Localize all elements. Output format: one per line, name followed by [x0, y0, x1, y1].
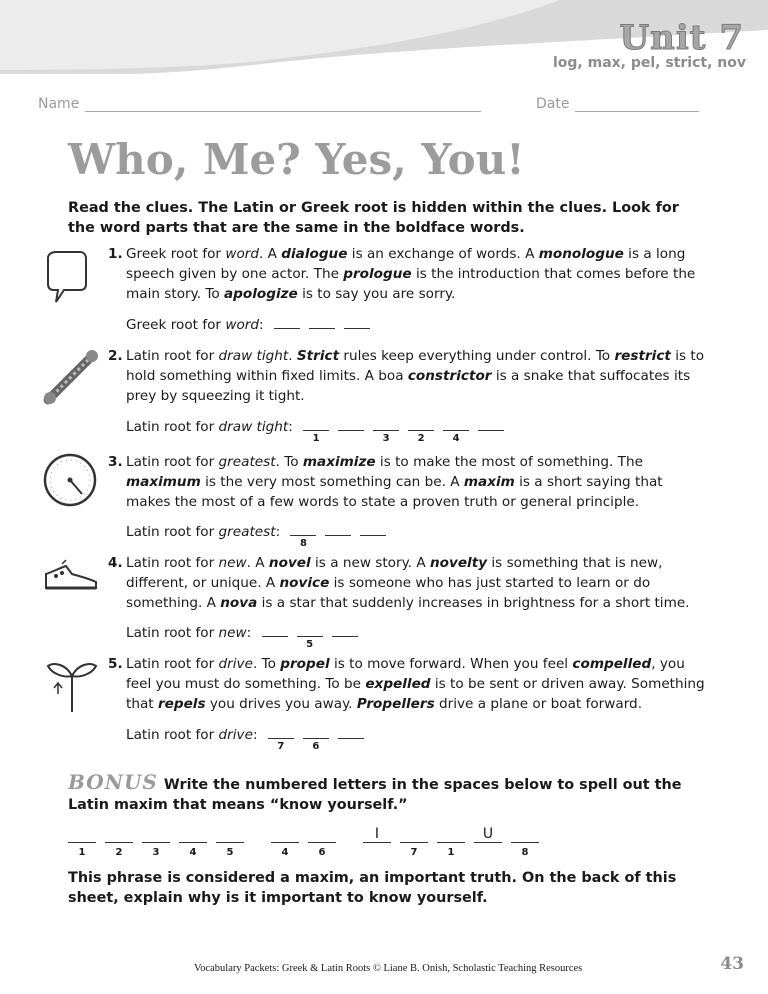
page-number: 43 [720, 954, 744, 974]
answer-blank[interactable] [325, 521, 351, 536]
name-line[interactable] [85, 97, 481, 112]
answer-blank[interactable]: 3 [373, 416, 399, 431]
clue-text: Latin root for drive. To propel is to move forward. When you feel compelled, you feel you must do something. To be expelled is to be sent or driven away. Something that repels you drives you away. Propellers drive a plane or boat forward. [126, 656, 705, 712]
bonus-number: 6 [318, 847, 326, 858]
answer-blank[interactable]: 7 [268, 724, 294, 739]
bonus-blank[interactable] [179, 826, 207, 858]
date-label: Date [536, 96, 570, 112]
footer-credit: Vocabulary Packets: Greek & Latin Roots © Liane B. Onish, Scholastic Teaching Resources [194, 963, 583, 974]
clue-3 [108, 452, 708, 512]
answer-blank[interactable]: 1 [303, 416, 329, 431]
root-answer-3: Latin root for greatest: 8 [126, 521, 395, 540]
answer-blank[interactable]: 6 [303, 724, 329, 739]
sprout-icon [42, 654, 98, 714]
bonus-blank[interactable] [105, 826, 133, 858]
answer-blank[interactable]: 8 [290, 521, 316, 536]
answer-blank[interactable] [338, 416, 364, 431]
clue-1 [108, 244, 708, 304]
clue-number: 3. [108, 454, 123, 470]
root-answer-1: Greek root for word: [126, 314, 379, 333]
bonus-blank[interactable] [474, 826, 502, 843]
bonus-label: BONUS [68, 770, 158, 794]
bonus-number: 1 [447, 847, 455, 858]
date-field[interactable] [536, 96, 699, 112]
answer-blank[interactable] [344, 314, 370, 329]
clue-number: 1. [108, 246, 123, 262]
page-title: Who, Me? Yes, You! [68, 135, 525, 184]
bonus-letter: I [374, 826, 380, 842]
date-line[interactable] [575, 97, 699, 112]
bonus-blank[interactable] [511, 826, 539, 858]
sneaker-icon [42, 556, 100, 596]
clue-4 [108, 553, 708, 613]
bonus-number: 3 [152, 847, 160, 858]
bonus-number: 5 [226, 847, 234, 858]
closing-prompt: This phrase is considered a maxim, an important truth. On the back of this sheet, explain why is it important to know yourself. [68, 870, 677, 906]
answer-blank[interactable] [478, 416, 504, 431]
answer-blank[interactable]: 5 [297, 622, 323, 637]
bonus-blank[interactable] [363, 826, 391, 843]
clue-number: 5. [108, 656, 123, 672]
bonus-number: 1 [78, 847, 86, 858]
clue-number: 2. [108, 348, 123, 364]
bonus-number: 2 [115, 847, 123, 858]
unit-title: Unit 7 [619, 18, 744, 58]
answer-blank[interactable] [332, 622, 358, 637]
bonus-number: 4 [281, 847, 289, 858]
clue-2 [108, 346, 708, 406]
root-answer-4: Latin root for new: 5 [126, 622, 367, 641]
bonus-blank[interactable] [216, 826, 244, 858]
answer-blank[interactable] [274, 314, 300, 329]
bonus-blank[interactable] [400, 826, 428, 858]
answer-blank[interactable] [360, 521, 386, 536]
bonus-blank[interactable] [68, 826, 96, 858]
bonus-text: Write the numbered letters in the spaces below to spell out the Latin maxim that means “know yourself.” [68, 777, 682, 813]
clue-text: Latin root for greatest. To maximize is to make the most of something. The maximum is the very most something can be. A maxim is a short saying that makes the most of a few words to state a proven truth or general principle. [126, 454, 663, 510]
bonus-blank[interactable] [437, 826, 465, 858]
clue-5 [108, 654, 708, 714]
answer-blank[interactable]: 4 [443, 416, 469, 431]
bonus-blank[interactable] [271, 826, 299, 858]
bonus-section [68, 772, 708, 815]
answer-blank[interactable] [262, 622, 288, 637]
answer-blank[interactable] [309, 314, 335, 329]
bonus-number: 4 [189, 847, 197, 858]
bonus-answer-row [68, 826, 708, 866]
bonus-number: 7 [410, 847, 418, 858]
bonus-letter: U [482, 826, 494, 842]
instructions: Read the clues. The Latin or Greek root is hidden within the clues. Look for the word parts that are the same in the boldface words. [68, 200, 679, 236]
bonus-number: 8 [521, 847, 529, 858]
answer-blank[interactable]: 2 [408, 416, 434, 431]
unit-roots: log, max, pel, strict, nov [552, 55, 746, 71]
bonus-blank[interactable] [142, 826, 170, 858]
bonus-blank[interactable] [308, 826, 336, 858]
speech-bubble-icon [42, 250, 90, 310]
rope-icon [42, 346, 98, 406]
root-answer-5: Latin root for drive: 7 6 [126, 724, 373, 743]
name-label: Name [38, 96, 80, 112]
clue-text: Latin root for draw tight. Strict rules keep everything under control. To restrict is to hold something within fixed limits. A boa constrictor is a snake that suffocates its prey by squeezing it tight. [126, 348, 705, 404]
name-field[interactable] [38, 96, 481, 112]
clue-number: 4. [108, 555, 123, 571]
clue-text: Latin root for new. A novel is a new story. A novelty is something that is new, different, or unique. A novice is someone who has just started to learn or do something. A nova is a star that suddenly increases in brightness for a short time. [126, 555, 690, 611]
root-answer-2: Latin root for draw tight: 1 3 2 4 [126, 416, 513, 435]
answer-blank[interactable] [338, 724, 364, 739]
clue-text: Greek root for word. A dialogue is an exchange of words. A monologue is a long speech given by one actor. The prologue is the introduction that comes before the main story. To apologize is to say you are sorry. [126, 246, 696, 302]
gauge-icon [42, 452, 98, 508]
